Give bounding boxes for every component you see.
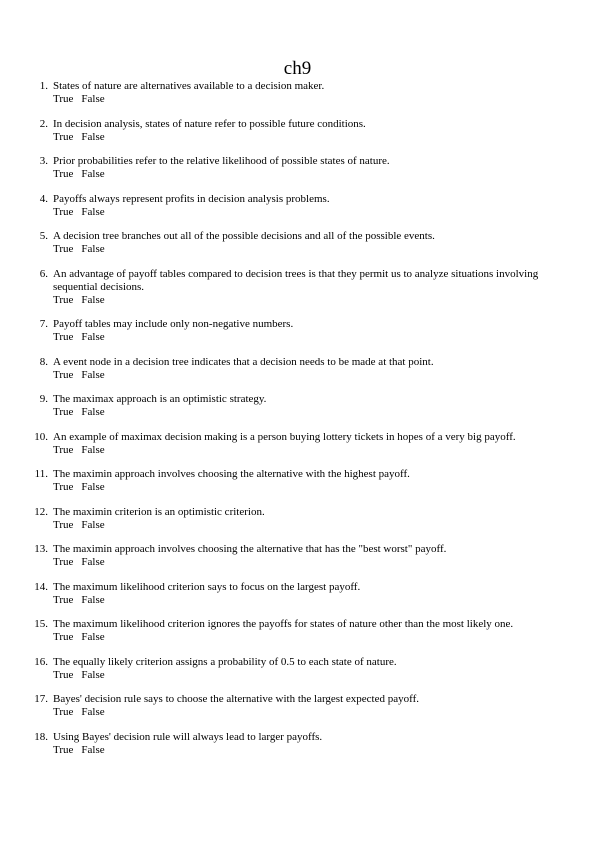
- answer-true: True: [53, 293, 74, 306]
- answer-true: True: [53, 406, 74, 418]
- question-item: [0, 506, 595, 532]
- answer-true: True: [53, 243, 74, 255]
- question-item: [0, 193, 595, 219]
- question-item: [0, 393, 595, 419]
- question-number: 16.: [34, 655, 48, 668]
- answer-options: [53, 444, 545, 457]
- question-text: The maximax approach is an optimistic strategy.: [53, 393, 267, 405]
- question-item: [0, 230, 595, 256]
- question-item: [0, 618, 595, 644]
- question-item: [0, 356, 595, 382]
- question-text: States of nature are alternatives available to a decision maker.: [53, 80, 325, 92]
- question-item: [0, 468, 595, 494]
- question-number: 3.: [39, 155, 48, 167]
- answer-false: False: [81, 93, 105, 105]
- answer-options: [53, 206, 545, 219]
- question-text: Using Bayes' decision rule will always lead to larger payoffs.: [53, 730, 323, 743]
- question-text: Payoff tables may include only non-negative numbers.: [53, 318, 294, 330]
- answer-true: True: [53, 443, 74, 456]
- answer-options: [53, 331, 545, 344]
- answer-options: [53, 243, 545, 256]
- question-number: 8.: [39, 355, 48, 368]
- answer-options: [53, 131, 545, 144]
- answer-options: [53, 406, 545, 419]
- question-number: 14.: [34, 580, 48, 593]
- answer-true: True: [53, 205, 74, 218]
- answer-false: False: [81, 743, 105, 756]
- question-number: 9.: [39, 393, 48, 405]
- answer-options: [53, 93, 545, 106]
- question-text: The maximum likelihood criterion says to focus on the largest payoff.: [53, 580, 361, 593]
- answer-false: False: [81, 168, 105, 180]
- question-text: An example of maximax decision making is a person buying lottery tickets in hopes of a very big payoff.: [53, 430, 516, 443]
- answer-options: [53, 481, 545, 494]
- answer-true: True: [53, 130, 74, 143]
- answer-false: False: [81, 556, 105, 568]
- question-item: [0, 431, 595, 457]
- answer-false: False: [81, 481, 105, 493]
- question-number: 6.: [39, 267, 48, 280]
- answer-true: True: [53, 481, 74, 493]
- question-text: A event node in a decision tree indicates that a decision needs to be made at that point.: [53, 355, 434, 368]
- answer-options: [53, 669, 545, 682]
- answer-true: True: [53, 706, 74, 718]
- question-text: The equally likely criterion assigns a probability of 0.5 to each state of nature.: [53, 655, 397, 668]
- answer-options: [53, 519, 545, 532]
- question-list: [0, 80, 595, 768]
- question-text: The maximin approach involves choosing the alternative with the highest payoff.: [53, 468, 410, 480]
- answer-false: False: [81, 130, 105, 143]
- answer-false: False: [81, 293, 105, 306]
- question-number: 18.: [34, 730, 48, 743]
- question-number: 1.: [39, 80, 48, 92]
- answer-false: False: [81, 331, 105, 343]
- answer-true: True: [53, 631, 74, 643]
- question-item: [0, 543, 595, 569]
- question-number: 13.: [34, 543, 48, 555]
- answer-false: False: [81, 205, 105, 218]
- question-item: [0, 318, 595, 344]
- question-text: Bayes' decision rule says to choose the alternative with the largest expected payoff.: [53, 693, 419, 705]
- question-number: 10.: [34, 430, 48, 443]
- answer-false: False: [81, 406, 105, 418]
- answer-false: False: [81, 243, 105, 255]
- question-text: Payoffs always represent profits in decision analysis problems.: [53, 192, 330, 205]
- question-number: 12.: [34, 505, 48, 518]
- question-text: The maximin criterion is an optimistic criterion.: [53, 505, 265, 518]
- answer-options: [53, 744, 545, 757]
- answer-options: [53, 294, 545, 307]
- question-text: The maximum likelihood criterion ignores the payoffs for states of nature other than the most likely one.: [53, 618, 514, 630]
- question-number: 7.: [39, 318, 48, 330]
- question-text: An advantage of payoff tables compared to decision trees is that they permit us to analyze situations involving sequential decisions.: [53, 267, 539, 293]
- answer-options: [53, 594, 545, 607]
- answer-true: True: [53, 331, 74, 343]
- answer-false: False: [81, 706, 105, 718]
- answer-true: True: [53, 556, 74, 568]
- question-item: [0, 731, 595, 757]
- answer-true: True: [53, 668, 74, 681]
- answer-false: False: [81, 443, 105, 456]
- answer-false: False: [81, 593, 105, 606]
- question-text: A decision tree branches out all of the possible decisions and all of the possible events.: [53, 230, 435, 242]
- question-item: [0, 693, 595, 719]
- question-item: [0, 80, 595, 106]
- question-number: 4.: [39, 192, 48, 205]
- answer-options: [53, 369, 545, 382]
- answer-true: True: [53, 593, 74, 606]
- question-number: 15.: [34, 618, 48, 630]
- question-number: 17.: [34, 693, 48, 705]
- question-item: [0, 268, 595, 307]
- question-item: [0, 656, 595, 682]
- question-number: 11.: [34, 468, 48, 480]
- answer-true: True: [53, 168, 74, 180]
- answer-options: [53, 706, 545, 719]
- question-item: [0, 581, 595, 607]
- question-text: The maximin approach involves choosing the alternative that has the "best worst" payoff.: [53, 543, 447, 555]
- question-number: 2.: [39, 117, 48, 130]
- answer-true: True: [53, 518, 74, 531]
- answer-false: False: [81, 631, 105, 643]
- question-item: [0, 155, 595, 181]
- answer-false: False: [81, 668, 105, 681]
- question-text: In decision analysis, states of nature refer to possible future conditions.: [53, 117, 366, 130]
- answer-false: False: [81, 518, 105, 531]
- answer-false: False: [81, 368, 105, 381]
- page-title: ch9: [283, 58, 312, 79]
- answer-options: [53, 556, 545, 569]
- answer-true: True: [53, 743, 74, 756]
- answer-true: True: [53, 93, 74, 105]
- question-number: 5.: [39, 230, 48, 242]
- question-text: Prior probabilities refer to the relative likelihood of possible states of nature.: [53, 155, 390, 167]
- answer-options: [53, 631, 545, 644]
- answer-true: True: [53, 368, 74, 381]
- answer-options: [53, 168, 545, 181]
- question-item: [0, 118, 595, 144]
